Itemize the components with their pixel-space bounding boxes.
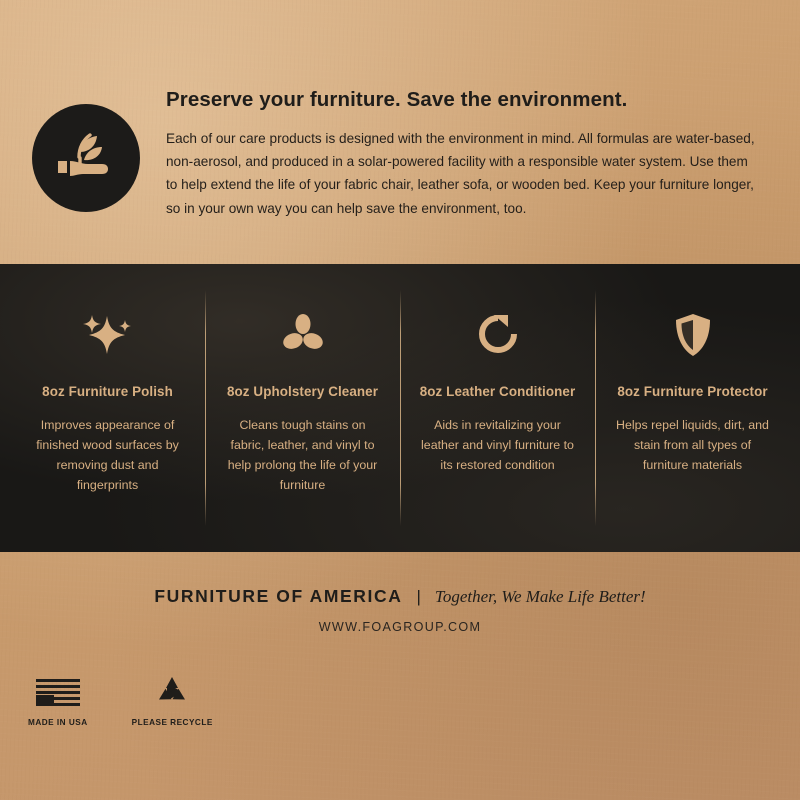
product-title: 8oz Furniture Protector [617,384,768,399]
clover-icon [282,312,324,358]
please-recycle-mark [132,672,213,727]
header-text-block [166,88,760,220]
usa-flag-icon [28,672,88,712]
header-section [0,88,800,220]
shield-icon [674,312,712,358]
refresh-arrow-icon [476,312,520,358]
brand-name: FURNITURE OF AMERICA [154,586,403,606]
product-description: Cleans tough stains on fabric, leather, and vinyl to help prolong the life of your furniture [227,418,378,493]
product-description: Improves appearance of finished wood surfaces by removing dust and fingerprints [36,418,179,493]
hand-holding-plant-icon [32,104,140,212]
product-description: Helps repel liquids, dirt, and stain from all types of furniture materials [616,418,769,473]
product-title: 8oz Leather Conditioner [419,384,576,399]
footer-section [0,586,800,634]
product-description: Aids in revitalizing your leather and vinyl furniture to its restored condition [421,418,574,473]
brand-row [0,586,800,607]
product-column-polish [10,264,205,552]
product-title: 8oz Upholstery Cleaner [226,384,379,399]
brand-separator: | [416,586,421,606]
made-in-usa-mark [28,672,88,727]
product-title: 8oz Furniture Polish [42,384,173,399]
product-column-protector [595,264,790,552]
sparkle-icon [81,312,135,358]
recycle-icon [132,672,213,712]
brand-url[interactable]: WWW.FOAGROUP.COM [318,620,482,634]
certification-marks [28,672,213,727]
product-band [0,264,800,552]
intro-paragraph: Each of our care products is designed with the environment in mind. All formulas are water-based, non-aerosol, and produced in a solar-powered facility with a responsible water system. Use them to help extend the life of your fabric chair, leather sofa, or wooden bed. Keep your furniture longer, so in your own way you can help save the environment, too. [166,130,755,216]
brand-tagline: Together, We Make Life Better! [434,586,646,606]
product-column-conditioner [400,264,595,552]
product-column-upholstery [205,264,400,552]
please-recycle-label: PLEASE RECYCLE [131,718,213,727]
page-title: Preserve your furniture. Save the environment. [166,88,628,111]
made-in-usa-label: MADE IN USA [28,718,88,727]
